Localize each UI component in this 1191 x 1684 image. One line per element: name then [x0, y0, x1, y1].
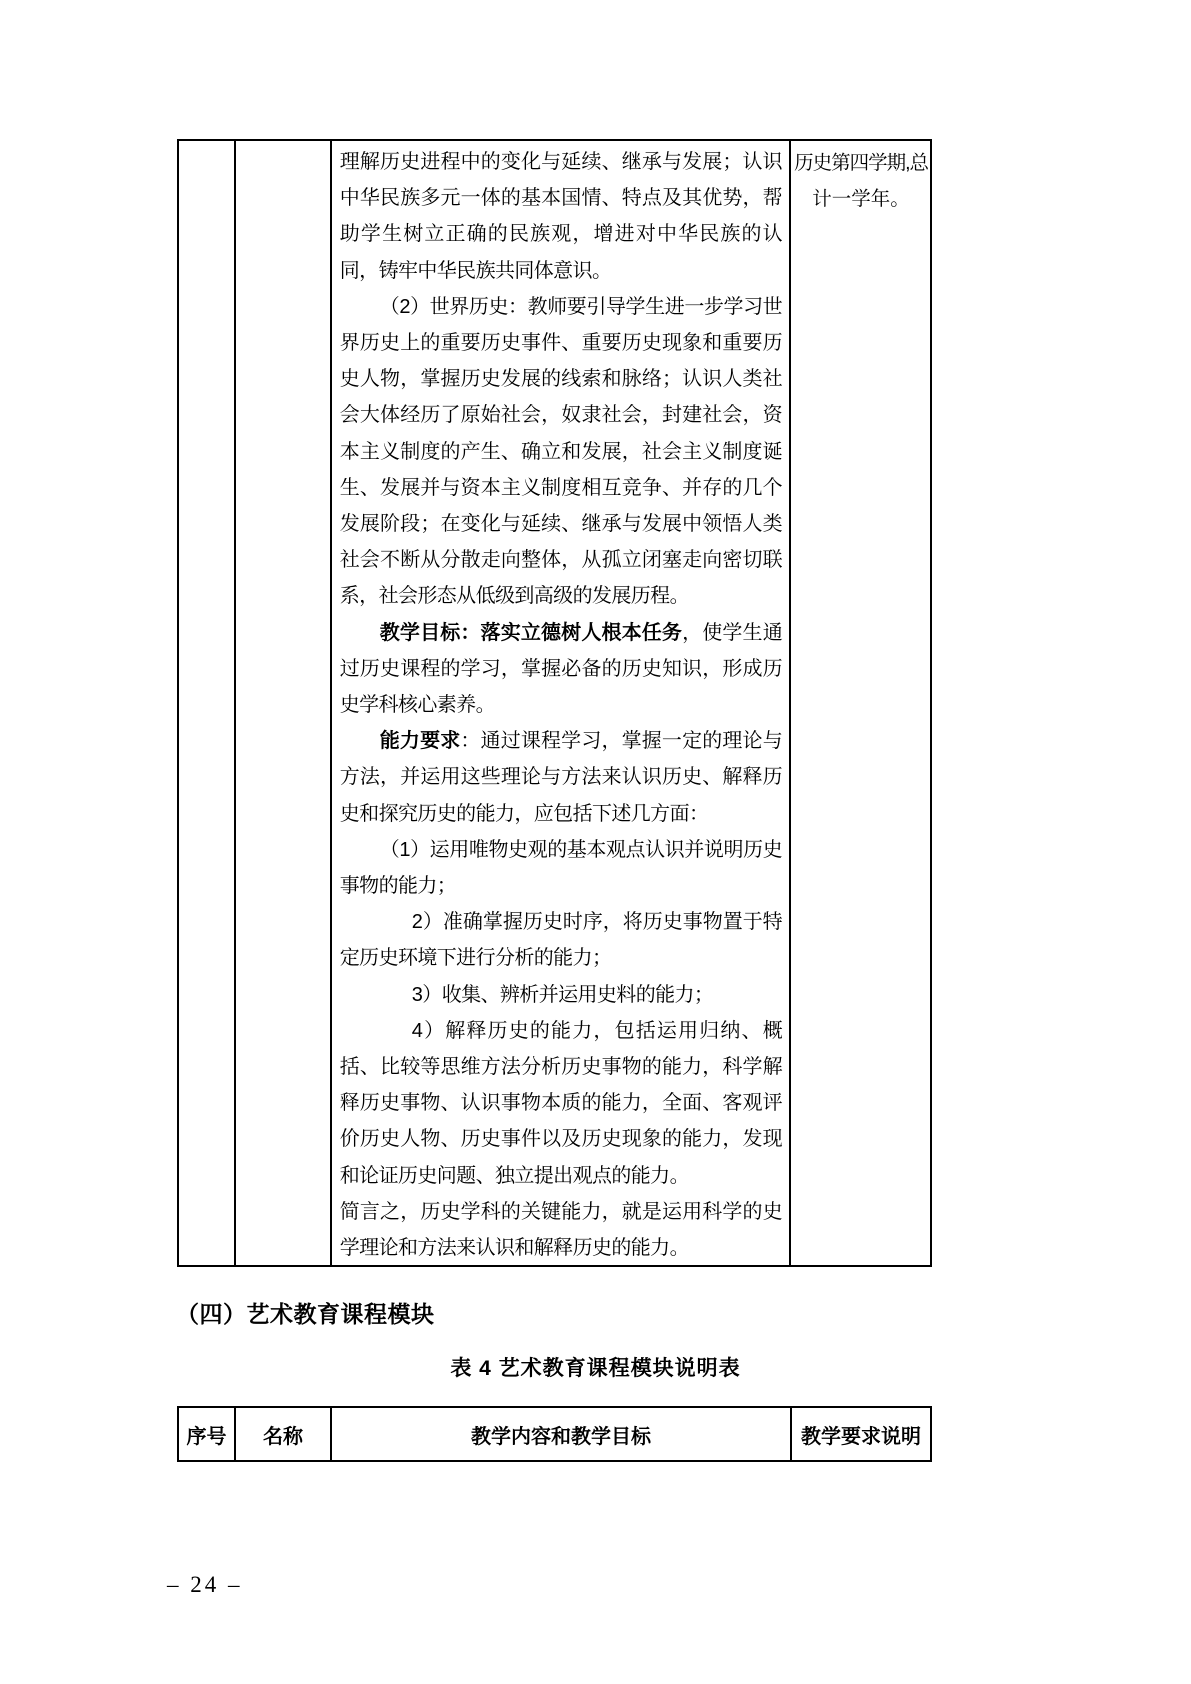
bold-run: 能力要求 — [379, 730, 461, 753]
header-cell-name: 名称 — [236, 1408, 332, 1460]
paragraph: （2）世界历史：教师要引导学生进一步学习世界历史上的重要历史事件、重要历史现象和重要历史人物，掌握历史发展的线索和脉络；认识人类社会大体经历了原始社会，奴隶社会，封建社会，资本主义制度的产生、确立和发展，社会主义制度诞生、发展并与资本主义制度相互竞争、并存的几个发展阶段；在变化与延续、继承与发展中领悟人类社会不断从分散走向整体，从孤立闭塞走向密切联系，社会形态从低级到高级的发展历程。 — [339, 295, 783, 608]
header-cell-content: 教学内容和教学目标 — [332, 1408, 792, 1460]
table-title: 表 4 艺术教育课程模块说明表 — [450, 1357, 741, 1380]
paragraph: 教学目标：落实立德树人根本任务，使学生通过历史课程的学习，掌握必备的历史知识，形成历史学科核心素养。 — [339, 621, 783, 717]
cell-seq-empty — [179, 141, 236, 1265]
paragraph: 2）准确掌握历史时序，将历史事物置于特定历史环境下进行分析的能力； — [339, 911, 783, 970]
paragraph: 简言之，历史学科的关键能力，就是运用科学的史学理论和方法来认识和解释历史的能力。 — [339, 1200, 783, 1260]
requirement-line: 历史第四学期,总 — [794, 152, 929, 174]
history-module-table-row — [177, 139, 932, 1267]
paragraph: 能力要求：通过课程学习，掌握一定的理论与方法，并运用这些理论与方法来认识历史、解释历史和探究历史的能力，应包括下述几方面： — [339, 730, 783, 825]
page-number: – 24 – — [167, 1572, 243, 1597]
paragraph: （1）运用唯物史观的基本观点认识并说明历史事物的能力； — [339, 838, 783, 898]
paragraph: 3）收集、辨析并运用史料的能力； — [411, 983, 714, 1006]
header-cell-seq: 序号 — [179, 1408, 236, 1460]
art-module-table-header-row — [177, 1406, 932, 1462]
cell-teaching-requirement — [791, 141, 930, 1265]
section-heading: （四）艺术教育课程模块 — [176, 1301, 435, 1327]
bold-run: 教学目标：落实立德树人根本任务 — [379, 621, 683, 644]
requirement-line: 计一学年。 — [812, 187, 910, 210]
paragraph: 4）解释历史的能力，包括运用归纳、概括、比较等思维方法分析历史事物的能力，科学解释历史事物、认识事物本质的能力，全面、客观评价历史人物、历史事件以及历史现象的能力，发现和论证历史问题、独立提出观点的能力。 — [339, 1019, 783, 1187]
cell-teaching-content — [332, 141, 791, 1265]
paragraph: 理解历史进程中的变化与延续、继承与发展；认识中华民族多元一体的基本国情、特点及其优势，帮助学生树立正确的民族观，增进对中华民族的认同，铸牢中华民族共同体意识。 — [339, 151, 783, 282]
cell-name-empty — [236, 141, 332, 1265]
header-cell-requirement: 教学要求说明 — [801, 1425, 921, 1448]
